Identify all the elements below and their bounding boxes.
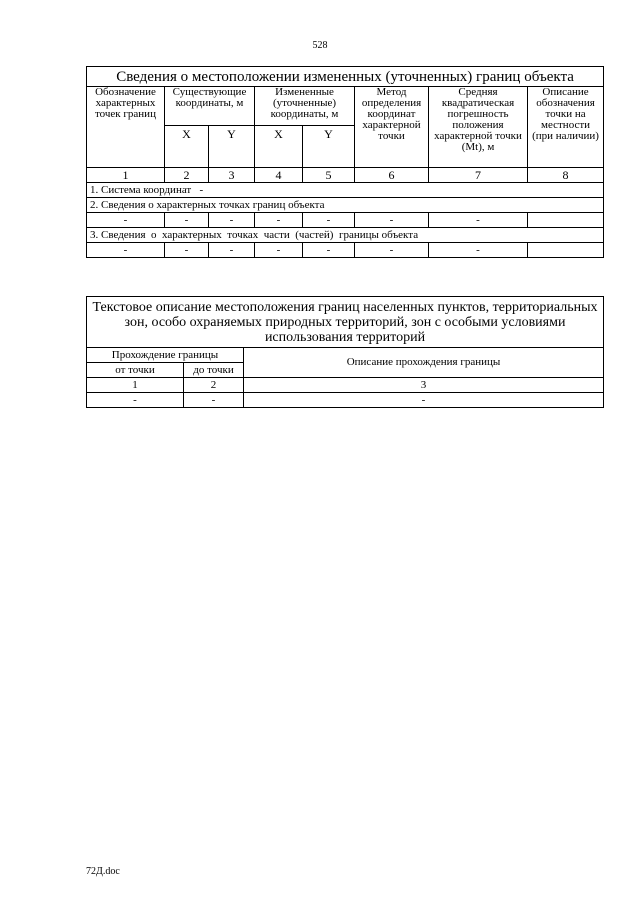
table-cell: - — [165, 243, 209, 258]
column-number: 3 — [209, 168, 255, 183]
header-changed-x: X — [255, 126, 303, 168]
table-cell: - — [87, 213, 165, 228]
header-error: Средняя квадратическая погрешность положения характерной точки (Mt), м — [429, 87, 528, 168]
column-number: 1 — [87, 168, 165, 183]
table-cell: - — [303, 243, 355, 258]
column-number: 3 — [244, 378, 604, 393]
table-cell: - — [87, 243, 165, 258]
header-existing-coords: Существующие координаты, м — [165, 87, 255, 126]
table1-title: Сведения о местоположении измененных (уточненных) границ объекта — [87, 67, 604, 87]
header-boundary-passage: Прохождение границы — [87, 348, 244, 363]
table-cell: - — [209, 213, 255, 228]
table-cell: - — [87, 393, 184, 408]
header-existing-x: X — [165, 126, 209, 168]
table-cell: - — [209, 243, 255, 258]
column-number: 2 — [184, 378, 244, 393]
table2-title: Текстовое описание местоположения границ населенных пунктов, территориальных зон, особо охраняемых природных территорий, зон с особыми условиями использования территорий — [87, 297, 604, 348]
column-number: 8 — [528, 168, 604, 183]
header-from-point: от точки — [87, 363, 184, 378]
header-existing-y: Y — [209, 126, 255, 168]
boundary-text-description-table — [86, 296, 604, 408]
table-cell: - — [355, 213, 429, 228]
table-cell: - — [255, 243, 303, 258]
file-name-footer: 72Д.doc — [86, 866, 120, 877]
table-cell: - — [165, 213, 209, 228]
table-cell: - — [244, 393, 604, 408]
table-cell — [528, 243, 604, 258]
column-number: 5 — [303, 168, 355, 183]
header-to-point: до точки — [184, 363, 244, 378]
page-number: 528 — [312, 40, 328, 51]
column-number: 4 — [255, 168, 303, 183]
header-method: Метод определения координат характерной точки — [355, 87, 429, 168]
table-cell: - — [355, 243, 429, 258]
table-cell: - — [303, 213, 355, 228]
column-number: 7 — [429, 168, 528, 183]
table-cell: - — [184, 393, 244, 408]
header-changed-y: Y — [303, 126, 355, 168]
section-coordinate-system: 1. Система координат - — [87, 183, 604, 198]
table-cell: - — [429, 213, 528, 228]
section-part-boundary-points: 3. Сведения о характерных точках части (частей) границы объекта — [87, 228, 604, 243]
column-number: 1 — [87, 378, 184, 393]
header-description: Описание обозначения точки на местности (при наличии) — [528, 87, 604, 168]
header-point-designation: Обозначение характерных точек границ — [87, 87, 165, 168]
column-number: 6 — [355, 168, 429, 183]
table-cell: - — [429, 243, 528, 258]
table-cell — [528, 213, 604, 228]
header-passage-description: Описание прохождения границы — [244, 348, 604, 378]
column-number: 2 — [165, 168, 209, 183]
header-changed-coords: Измененные (уточненные) координаты, м — [255, 87, 355, 126]
boundary-coordinates-table — [86, 66, 604, 258]
section-boundary-points: 2. Сведения о характерных точках границ объекта — [87, 198, 604, 213]
table-cell: - — [255, 213, 303, 228]
